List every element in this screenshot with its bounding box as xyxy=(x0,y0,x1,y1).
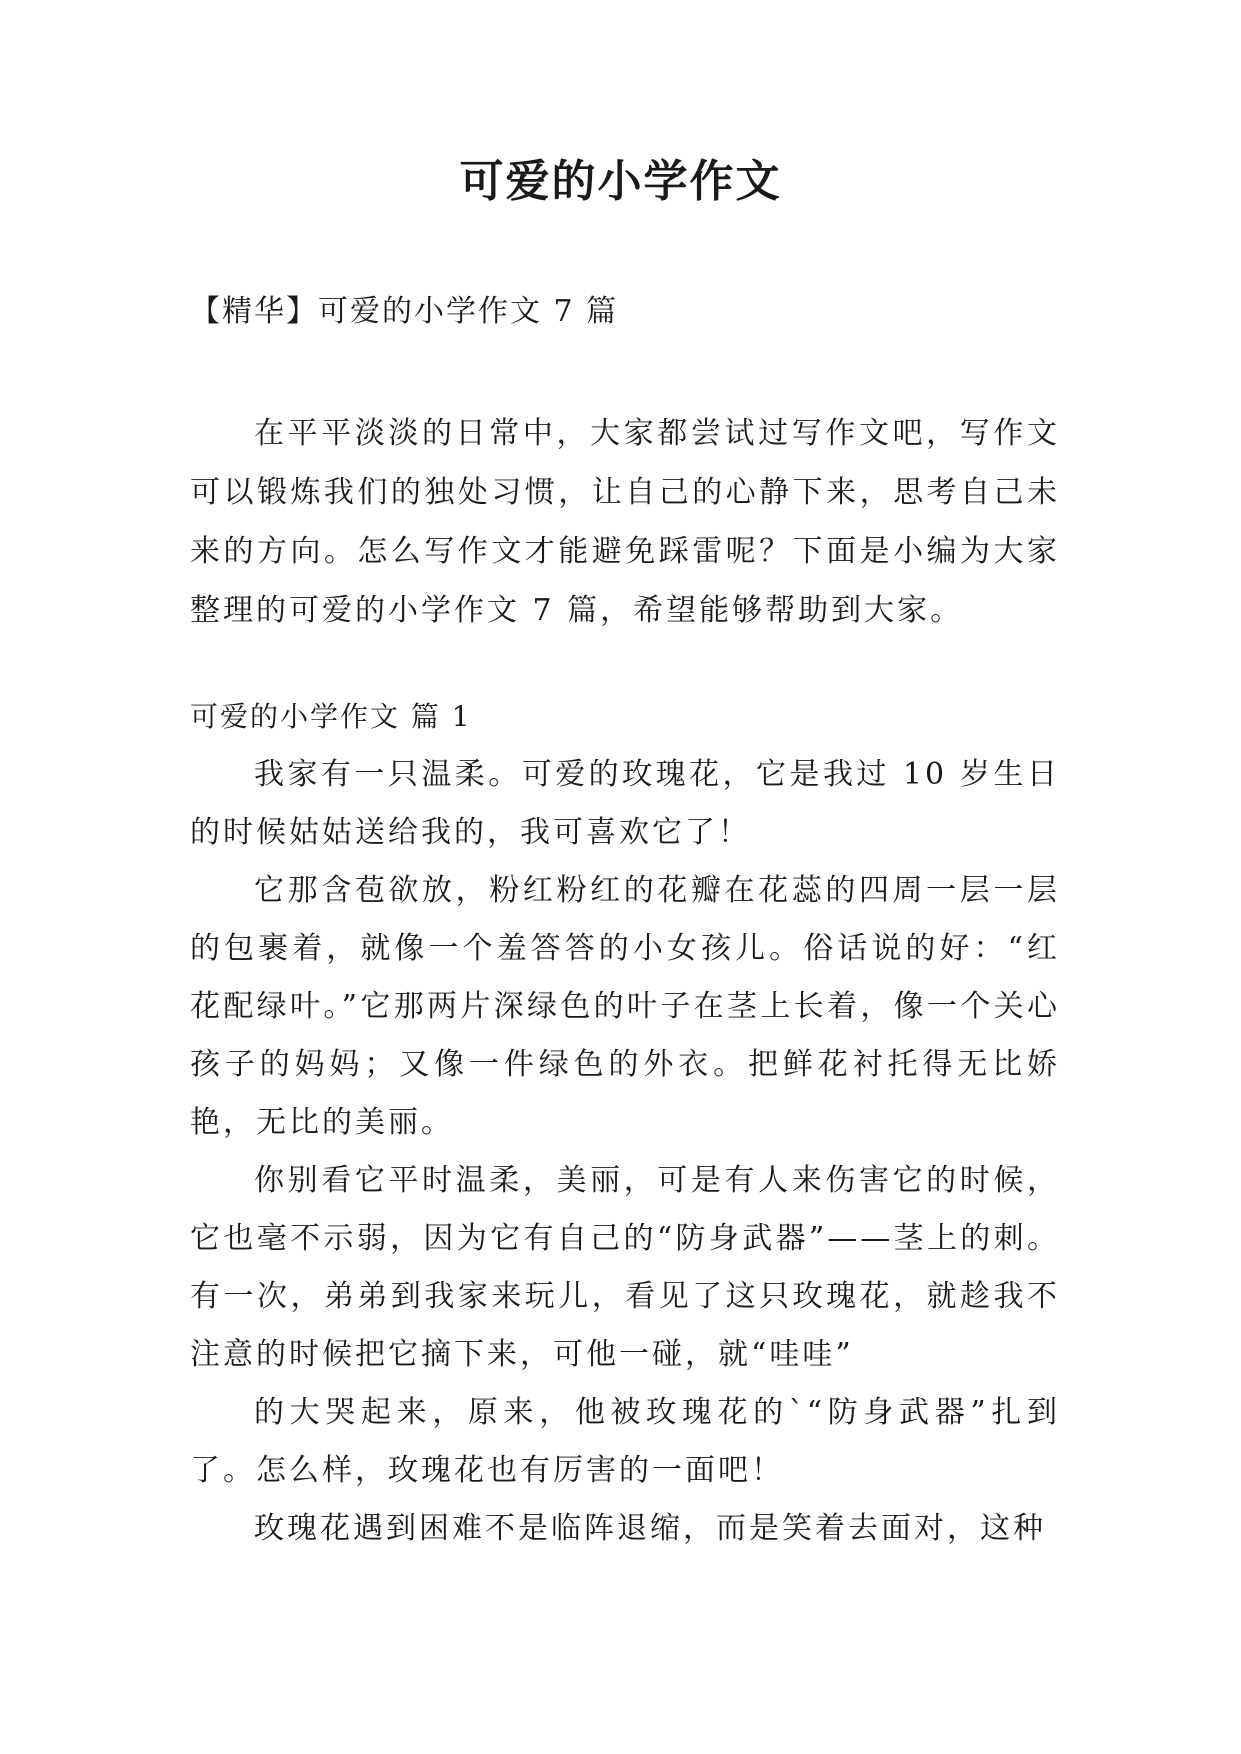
essay-paragraph-4: 的大哭起来，原来，他被玫瑰花的`“防身武器”扎到了。怎么样，玫瑰花也有厉害的一面吧！ xyxy=(190,1395,1060,1488)
essay-paragraph-5: 玫瑰花遇到困难不是临阵退缩，而是笑着去面对，这种 xyxy=(254,1511,1046,1546)
document-subtitle: 【精华】可爱的小学作文 7 篇 xyxy=(190,294,619,329)
essay-section-1 xyxy=(190,688,1060,1558)
essay-paragraph-3: 你别看它平时温柔，美丽，可是有人来伤害它的时候，它也毫不示弱，因为它有自己的“防身武器”——茎上的刺。有一次，弟弟到我家来玩儿，看见了这只玫瑰花，就趁我不注意的时候把它摘下来，可他一碰，就“哇哇” xyxy=(190,1163,1060,1372)
essay-paragraph-1: 我家有一只温柔。可爱的玫瑰花，它是我过 10 岁生日的时候姑姑送给我的，我可喜欢它了！ xyxy=(190,757,1060,850)
intro-paragraph: 在平平淡淡的日常中，大家都尝试过写作文吧，写作文可以锻炼我们的独处习惯，让自己的心静下来，思考自己未来的方向。怎么写作文才能避免踩雷呢？下面是小编为大家整理的可爱的小学作文 7 篇，希望能够帮助到大家。 xyxy=(190,416,1060,628)
document-title: 可爱的小学作文 xyxy=(459,156,782,207)
section-heading: 可爱的小学作文 篇 1 xyxy=(190,700,472,733)
essay-paragraph-2: 它那含苞欲放，粉红粉红的花瓣在花蕊的四周一层一层的包裹着，就像一个羞答答的小女孩儿。俗话说的好：“红花配绿叶。”它那两片深绿色的叶子在茎上长着，像一个关心孩子的妈妈；又像一件绿色的外衣。把鲜花衬托得无比娇艳，无比的美丽。 xyxy=(190,873,1060,1140)
